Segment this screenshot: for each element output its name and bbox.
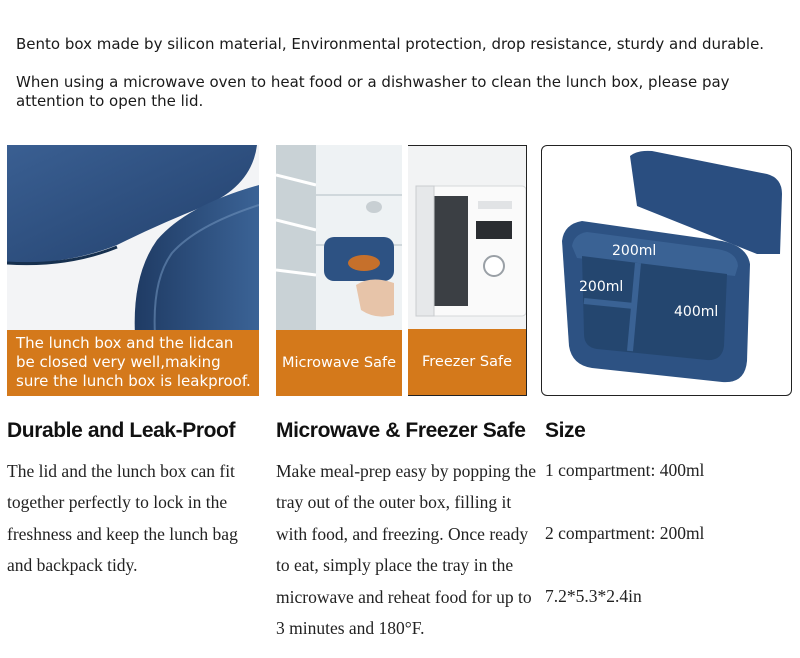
- size-photo: [541, 145, 792, 396]
- microwave-freezer-description: Make meal-prep easy by popping the tray out of the outer box, filling it with food, and freezing. Once ready to eat, simply place the tray in the microwave and reheat food for up to 3 minutes and 180°F.: [276, 461, 536, 639]
- freezer-safe-photo: [408, 145, 527, 396]
- microwave-freezer-heading: Microwave & Freezer Safe: [276, 419, 526, 442]
- intro-material-text: Bento box made by silicon material, Environmental protection, drop resistance, sturdy and durable.: [16, 35, 765, 53]
- leakproof-caption: The lunch box and the lidcan be closed very well,making sure the lunch box is leakproof.: [7, 330, 259, 396]
- size-dimensions: 7.2*5.3*2.4in: [545, 586, 642, 606]
- bento-box-image: [542, 146, 791, 395]
- intro-care-text: When using a microwave oven to heat food or a dishwasher to clean the lunch box, please pay attention to open the lid.: [16, 73, 730, 110]
- durable-heading: Durable and Leak-Proof: [7, 419, 236, 442]
- compartment-label-bottom-left: 200ml: [579, 279, 624, 295]
- freezer-safe-caption: Freezer Safe: [408, 329, 526, 395]
- size-two-compartment: 2 compartment: 200ml: [545, 523, 705, 543]
- compartment-label-top-left: 200ml: [612, 243, 657, 259]
- size-one-compartment: 1 compartment: 400ml: [545, 460, 705, 480]
- microwave-safe-photo: [276, 145, 402, 396]
- microwave-safe-caption: Microwave Safe: [276, 330, 402, 396]
- leakproof-photo: [7, 145, 259, 396]
- size-heading: Size: [545, 419, 586, 442]
- compartment-label-right: 400ml: [674, 304, 719, 320]
- durable-description: The lid and the lunch box can fit together perfectly to lock in the freshness and keep the lunch bag and backpack tidy.: [7, 461, 238, 576]
